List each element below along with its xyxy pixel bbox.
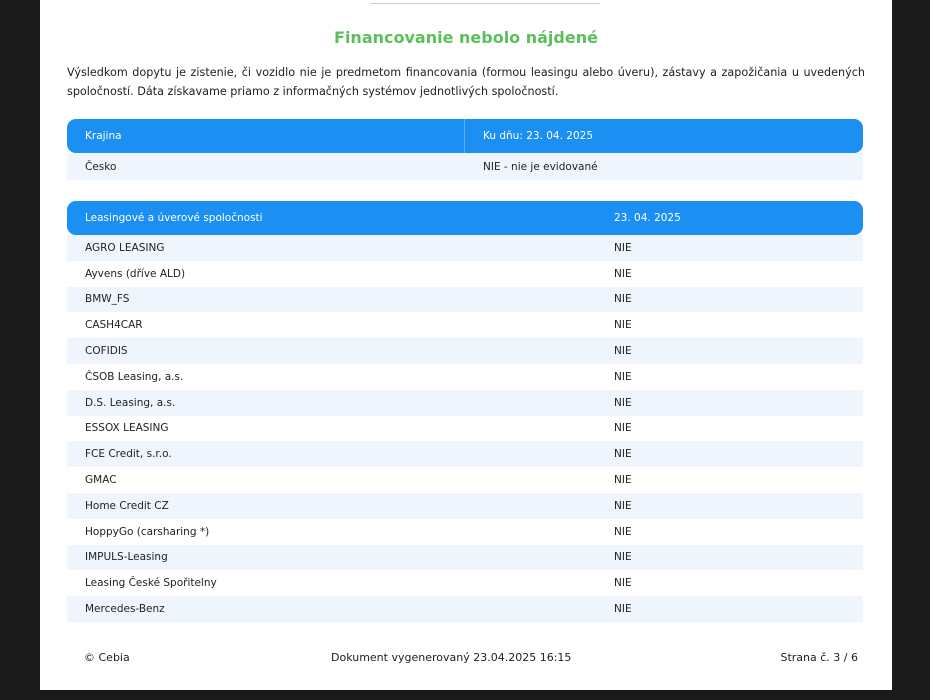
company-status: NIE [596,338,863,364]
country-table [67,119,863,180]
company-status: NIE [596,287,863,313]
company-status: NIE [596,416,863,442]
table-row [67,287,863,313]
company-name: ESSOX LEASING [67,416,596,442]
company-name: Home Credit CZ [67,493,596,519]
company-status: NIE [596,390,863,416]
company-name: AGRO LEASING [67,235,596,261]
lenders-header-date: 23. 04. 2025 [596,201,863,235]
country-status: NIE - nie je evidované [465,153,863,180]
company-status: NIE [596,441,863,467]
lenders-table-body [67,235,863,622]
table-row [67,545,863,571]
company-name: D.S. Leasing, a.s. [67,390,596,416]
company-status: NIE [596,364,863,390]
country-name: Česko [67,153,465,180]
document-page [40,0,892,690]
company-status: NIE [596,312,863,338]
result-title: Financovanie nebolo nájdené [334,28,598,47]
company-status: NIE [596,467,863,493]
company-name: BMW_FS [67,287,596,313]
table-row [67,416,863,442]
country-table-header [67,119,863,153]
lenders-header-company: Leasingové a úverové spoločnosti [67,201,596,235]
company-name: Mercedes-Benz [67,596,596,622]
table-row [67,519,863,545]
company-status: NIE [596,519,863,545]
table-row [67,261,863,287]
company-name: IMPULS-Leasing [67,545,596,571]
table-row [67,441,863,467]
company-name: CASH4CAR [67,312,596,338]
company-name: FCE Credit, s.r.o. [67,441,596,467]
intro-paragraph: Výsledkom dopytu je zistenie, či vozidlo nie je predmetom financovania (formou leasingu alebo úveru), zástavy a zapožičania u uvedených spoločností. Dáta získavame priamo z informačných systémov jednotlivých spoločností. [67,66,865,98]
table-row [67,493,863,519]
country-row [67,153,863,180]
footer-page-number: Strana č. 3 / 6 [780,651,858,664]
company-name: HoppyGo (carsharing *) [67,519,596,545]
table-row [67,596,863,622]
footer-copyright: © Cebia [84,651,130,664]
country-header-country: Krajina [67,119,465,153]
company-name: Ayvens (dříve ALD) [67,261,596,287]
company-name: GMAC [67,467,596,493]
company-status: NIE [596,261,863,287]
country-header-date: Ku dňu: 23. 04. 2025 [465,119,863,153]
company-name: ČSOB Leasing, a.s. [67,364,596,390]
table-row [67,364,863,390]
lenders-table-header [67,201,863,235]
company-status: NIE [596,545,863,571]
table-row [67,338,863,364]
company-status: NIE [596,596,863,622]
company-status: NIE [596,570,863,596]
table-row [67,235,863,261]
page-top-divider [370,0,600,4]
footer-generated: Dokument vygenerovaný 23.04.2025 16:15 [331,651,572,664]
table-row [67,570,863,596]
table-row [67,390,863,416]
table-row [67,467,863,493]
company-name: COFIDIS [67,338,596,364]
company-name: Leasing České Spořitelny [67,570,596,596]
company-status: NIE [596,235,863,261]
table-row [67,312,863,338]
lenders-table [67,201,863,622]
company-status: NIE [596,493,863,519]
